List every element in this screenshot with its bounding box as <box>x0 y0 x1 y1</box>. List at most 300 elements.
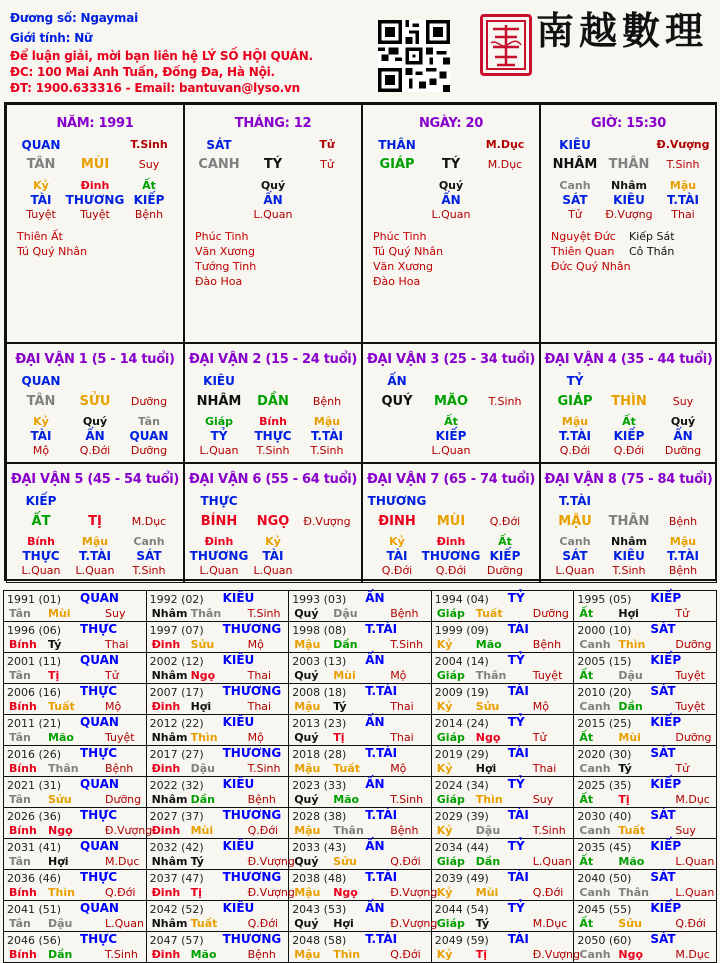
year-phase: Tử <box>532 731 547 744</box>
year-cell[interactable] <box>146 684 289 715</box>
year-stem: Nhâm <box>151 793 188 806</box>
year-cell-content <box>289 622 431 652</box>
hidden-stem: Kỷ <box>265 535 281 548</box>
hidden-stem: Ất <box>498 535 512 548</box>
hidden-star: KIẾP <box>489 549 521 563</box>
year-phase: T.Sinh <box>105 948 138 961</box>
year-cell[interactable] <box>574 808 717 839</box>
table-row <box>4 653 717 684</box>
year-stem: Mậu <box>294 824 321 837</box>
hidden-phase: L.Quan <box>75 564 115 577</box>
year-cell[interactable] <box>574 622 717 653</box>
dai-van-mid: NHÂM <box>196 394 242 409</box>
year-cell[interactable] <box>4 870 147 901</box>
year-phase: L.Quan <box>675 886 715 899</box>
hidden-phase: Q.Đới <box>381 564 413 577</box>
year-cell[interactable] <box>431 746 574 777</box>
year-cell[interactable] <box>146 777 289 808</box>
shensha-label: Phúc Tinh <box>195 230 249 243</box>
year-star: T.TÀI <box>365 746 398 760</box>
year-branch: Tuất <box>333 762 360 775</box>
year-label: 2026 (36) <box>7 810 62 823</box>
year-label: 2020 (30) <box>577 748 632 761</box>
dai-van-mid: M.Dục <box>131 515 167 528</box>
year-cell-content <box>574 591 716 621</box>
dai-van-cell <box>362 343 540 463</box>
year-phase: Q.Đới <box>247 917 279 930</box>
year-phase: Thai <box>247 669 272 682</box>
hidden-phase: L.Quan <box>21 564 61 577</box>
year-phase: Đ.Vượng <box>247 855 295 868</box>
hidden-star: ẤN <box>85 429 105 443</box>
dai-van-cell <box>362 463 540 583</box>
year-stem: Tân <box>9 855 31 868</box>
pillar-mid: TÝ <box>441 157 461 172</box>
year-cell[interactable] <box>289 777 432 808</box>
year-phase: Q.Đới <box>532 886 564 899</box>
year-stem: Quý <box>294 793 319 806</box>
year-cell[interactable] <box>574 653 717 684</box>
year-star: T.TÀI <box>365 622 398 636</box>
year-branch: Sửu <box>618 917 642 930</box>
year-branch: Dậu <box>48 917 73 930</box>
year-star: ẤN <box>365 777 385 791</box>
hidden-phase: Bệnh <box>134 208 164 221</box>
year-cell[interactable] <box>146 901 289 932</box>
year-cell-content <box>289 777 431 807</box>
yearly-table <box>3 590 717 963</box>
year-star: TÀI <box>507 870 529 884</box>
year-cell[interactable] <box>574 684 717 715</box>
pillar-top-star: M.Dục <box>485 138 525 151</box>
dai-van-mid: MÙI <box>436 514 466 529</box>
year-cell[interactable] <box>146 932 289 963</box>
year-stem: Đinh <box>151 948 181 961</box>
year-cell-content <box>147 808 289 838</box>
year-stem: Nhâm <box>151 669 188 682</box>
year-star: QUAN <box>80 901 119 915</box>
year-stem: Canh <box>579 948 611 961</box>
year-branch: Thìn <box>618 638 646 651</box>
dai-van-mid: Bệnh <box>312 395 342 408</box>
year-label: 2005 (15) <box>577 655 632 668</box>
year-stem: Tân <box>9 607 31 620</box>
year-phase: Bệnh <box>390 607 419 620</box>
year-cell[interactable] <box>146 591 289 622</box>
year-star: THƯƠNG <box>222 746 282 760</box>
year-star: TỶ <box>507 715 525 729</box>
year-cell[interactable] <box>431 622 574 653</box>
dai-van-cell <box>540 463 717 583</box>
hidden-phase: L.Quan <box>431 444 471 457</box>
year-cell[interactable] <box>431 901 574 932</box>
year-star: TỶ <box>507 591 525 605</box>
shensha-label: Tú Quý Nhân <box>17 245 88 258</box>
hidden-stem: Canh <box>559 535 591 548</box>
year-cell-content <box>432 684 574 714</box>
year-label: 2032 (42) <box>149 841 204 854</box>
phone-email[interactable]: ĐT: 1900.633316 - Email: bantuvan@lyso.vn <box>10 81 300 95</box>
year-cell[interactable] <box>4 746 147 777</box>
dai-van-mid: Đ.Vượng <box>303 515 351 528</box>
year-branch: Mùi <box>475 886 499 899</box>
year-cell[interactable] <box>431 839 574 870</box>
hidden-stem: Canh <box>559 179 591 192</box>
year-label: 2033 (43) <box>292 841 347 854</box>
dai-van-mid: GIÁP <box>557 394 593 409</box>
year-cell[interactable] <box>574 870 717 901</box>
year-stem: Giáp <box>436 669 465 682</box>
year-phase: Q.Đới <box>247 824 279 837</box>
year-cell[interactable] <box>289 653 432 684</box>
year-cell-content <box>574 777 716 807</box>
year-cell[interactable] <box>431 777 574 808</box>
year-star: TÀI <box>507 932 529 946</box>
year-phase: Bệnh <box>390 824 419 837</box>
year-stem: Bính <box>9 762 37 775</box>
year-cell[interactable] <box>574 901 717 932</box>
pillar-top-star: KIÊU <box>559 138 591 152</box>
year-cell[interactable] <box>574 932 717 963</box>
year-phase: Mộ <box>390 669 407 682</box>
year-branch: Tý <box>475 917 490 930</box>
year-branch: Tị <box>190 886 202 899</box>
year-cell[interactable] <box>289 932 432 963</box>
year-cell[interactable] <box>4 622 147 653</box>
year-star: THỰC <box>80 808 118 822</box>
year-cell-content <box>289 684 431 714</box>
year-phase: Thai <box>390 700 414 713</box>
year-star: ẤN <box>365 839 385 853</box>
year-stem: Mậu <box>294 948 321 961</box>
year-cell[interactable] <box>431 808 574 839</box>
year-label: 2017 (27) <box>149 748 204 761</box>
year-label: 2031 (41) <box>7 841 62 854</box>
year-branch: Ngọ <box>618 948 644 961</box>
year-cell[interactable] <box>289 591 432 622</box>
year-cell-content <box>432 901 574 931</box>
year-stem: Giáp <box>436 731 465 744</box>
year-star: KIÊU <box>222 653 255 667</box>
dai-van-mid: BÍNH <box>200 514 238 529</box>
table-row <box>4 777 717 808</box>
year-cell-content <box>147 591 289 621</box>
year-star: KIẾP <box>650 901 682 915</box>
year-cell[interactable] <box>431 870 574 901</box>
year-branch: Tị <box>618 793 630 806</box>
hidden-stem: Kỷ <box>33 179 49 192</box>
year-stem: Canh <box>579 824 611 837</box>
hidden-star: THỰC <box>22 549 60 563</box>
pillar-top-star: THÂN <box>378 138 416 152</box>
year-phase: T.Sinh <box>532 824 566 837</box>
year-branch: Sửu <box>333 855 357 868</box>
year-stem: Canh <box>579 638 611 651</box>
pillar-title: NGÀY: 20 <box>418 116 484 131</box>
year-cell[interactable] <box>4 684 147 715</box>
year-branch: Dậu <box>190 762 215 775</box>
year-star: KIÊU <box>222 591 255 605</box>
year-cell-content <box>147 622 289 652</box>
year-phase: Mộ <box>390 762 407 775</box>
hidden-star: THƯƠNG <box>65 193 125 207</box>
year-cell[interactable] <box>289 622 432 653</box>
year-phase: Mộ <box>247 731 264 744</box>
year-star: QUAN <box>80 591 119 605</box>
dai-van-mid: Dưỡng <box>130 395 168 408</box>
pillar-cell <box>362 104 540 343</box>
year-cell-content <box>574 715 716 745</box>
hidden-phase: Q.Đới <box>559 444 591 457</box>
hidden-star: T.TÀI <box>311 429 343 443</box>
year-phase: T.Sinh <box>247 607 281 620</box>
year-phase: Đ.Vượng <box>390 917 438 930</box>
hidden-phase: Q.Đới <box>613 444 645 457</box>
dai-van-mid: DẦN <box>257 394 289 409</box>
table-row <box>4 715 717 746</box>
year-cell[interactable] <box>146 653 289 684</box>
year-branch: Mão <box>190 948 217 961</box>
year-cell-content <box>289 591 431 621</box>
hidden-phase: Q.Đới <box>435 564 467 577</box>
year-cell-content <box>574 684 716 714</box>
year-phase: Q.Đới <box>675 917 706 930</box>
year-cell-content <box>4 622 146 652</box>
year-cell[interactable] <box>289 808 432 839</box>
year-branch: Thân <box>48 762 79 775</box>
year-cell[interactable] <box>574 839 717 870</box>
year-stem: Mậu <box>294 638 321 651</box>
year-cell[interactable] <box>4 901 147 932</box>
year-stem: Giáp <box>436 793 465 806</box>
year-cell[interactable] <box>4 715 147 746</box>
year-star: QUAN <box>80 653 119 667</box>
year-label: 2049 (59) <box>434 934 489 947</box>
dai-van-mid: MÃO <box>433 394 469 409</box>
pillar-top-star: Tử <box>319 138 335 151</box>
year-cell[interactable] <box>289 715 432 746</box>
year-cell[interactable] <box>4 839 147 870</box>
hidden-star: QUAN <box>129 429 169 443</box>
year-phase: M.Dục <box>675 948 710 961</box>
pillar-mid: T.Sinh <box>666 158 700 171</box>
year-branch: Sửu <box>475 700 500 713</box>
year-stem: Quý <box>294 669 319 682</box>
year-stem: Canh <box>579 886 611 899</box>
hidden-stem: Ất <box>622 415 636 428</box>
year-label: 2007 (17) <box>149 686 204 699</box>
year-cell[interactable] <box>289 746 432 777</box>
year-phase: Suy <box>675 824 696 837</box>
year-label: 2034 (44) <box>434 841 489 854</box>
dai-van-top-star: KIẾP <box>25 494 57 508</box>
year-star: ẤN <box>365 715 385 729</box>
year-cell-content <box>432 746 574 776</box>
year-cell[interactable] <box>146 839 295 870</box>
year-star: THƯƠNG <box>222 808 282 822</box>
year-branch: Tị <box>48 669 60 682</box>
year-phase: Mộ <box>105 700 122 713</box>
hidden-stem: Nhâm <box>611 535 647 548</box>
year-cell[interactable] <box>431 591 574 622</box>
year-cell[interactable] <box>4 777 147 808</box>
year-cell[interactable] <box>431 932 580 963</box>
year-cell[interactable] <box>146 870 295 901</box>
year-label: 2022 (32) <box>149 779 204 792</box>
hidden-stem: Ất <box>444 415 458 428</box>
year-cell[interactable] <box>289 839 432 870</box>
year-star: TỶ <box>507 777 525 791</box>
hidden-star: ẤN <box>263 193 283 207</box>
pillar-mid: THÂN <box>608 157 650 172</box>
year-label: 2015 (25) <box>577 717 632 730</box>
pillar-cell <box>184 104 362 343</box>
year-cell[interactable] <box>431 684 574 715</box>
dai-van-top-star: QUAN <box>21 374 61 388</box>
year-cell[interactable] <box>574 777 717 808</box>
shensha-label: Cô Thần <box>629 245 675 258</box>
year-stem: Kỷ <box>436 638 453 651</box>
dai-van-top-star: THƯƠNG <box>367 494 427 508</box>
year-cell[interactable] <box>146 622 289 653</box>
year-cell-content <box>4 901 146 931</box>
year-stem: Kỷ <box>436 700 453 713</box>
year-cell[interactable] <box>574 715 717 746</box>
year-cell-content <box>147 870 295 900</box>
year-cell[interactable] <box>289 870 438 901</box>
year-label: 1995 (05) <box>577 593 632 606</box>
table-row <box>4 684 717 715</box>
year-cell-content <box>4 715 146 745</box>
dai-van-mid: THÌN <box>611 394 647 409</box>
year-label: 2018 (28) <box>292 748 347 761</box>
year-cell[interactable] <box>574 591 717 622</box>
year-stem: Kỷ <box>436 948 453 961</box>
year-cell[interactable] <box>289 901 438 932</box>
hidden-stem: Tân <box>138 415 160 428</box>
year-branch: Tuất <box>48 700 75 713</box>
year-label: 2045 (55) <box>577 903 632 916</box>
shensha-label: Kiếp Sát <box>629 230 675 243</box>
year-label: 2046 (56) <box>7 934 62 947</box>
year-star: ẤN <box>365 653 385 667</box>
year-cell[interactable] <box>431 653 574 684</box>
hidden-phase: T.Sinh <box>612 564 646 577</box>
year-phase: Tử <box>675 762 690 775</box>
year-cell-content <box>147 715 289 745</box>
year-cell[interactable] <box>431 715 574 746</box>
year-branch: Mùi <box>48 607 71 620</box>
year-stem: Bính <box>9 638 37 651</box>
year-branch: Hợi <box>475 762 497 775</box>
year-phase: Suy <box>532 793 554 806</box>
year-stem: Mậu <box>294 700 321 713</box>
hidden-star: ẤN <box>441 193 461 207</box>
year-star: THƯƠNG <box>222 684 282 698</box>
year-branch: Mão <box>618 855 645 868</box>
pillar-top-star: Đ.Vượng <box>656 138 710 151</box>
year-branch: Dậu <box>618 669 643 682</box>
pillar-mid: GIÁP <box>379 157 415 172</box>
year-phase: Đ.Vượng <box>105 824 153 837</box>
year-phase: L.Quan <box>532 855 572 868</box>
year-star: SÁT <box>650 932 676 946</box>
year-cell-content <box>574 808 716 838</box>
year-cell[interactable] <box>4 653 147 684</box>
year-cell-content <box>432 932 580 962</box>
year-stem: Tân <box>9 793 31 806</box>
hidden-phase: Q.Đới <box>79 444 111 457</box>
year-label: 2042 (52) <box>149 903 204 916</box>
pillar-mid: TÝ <box>263 157 283 172</box>
year-label: 2043 (53) <box>292 903 347 916</box>
year-cell[interactable] <box>289 684 432 715</box>
pillar-top-star: T.Sinh <box>130 138 168 151</box>
year-cell[interactable] <box>146 808 289 839</box>
year-cell-content <box>289 839 431 869</box>
year-label: 2004 (14) <box>434 655 489 668</box>
year-stem: Đinh <box>151 762 181 775</box>
dai-van-cell <box>184 343 362 463</box>
year-cell-content <box>4 839 146 869</box>
shensha-label: Nguyệt Đức <box>551 230 616 243</box>
hidden-phase: T.Sinh <box>256 444 290 457</box>
year-star: SÁT <box>650 746 676 760</box>
year-cell-content <box>147 746 289 776</box>
year-star: TỶ <box>507 653 525 667</box>
hidden-stem: Quý <box>438 179 464 192</box>
year-phase: Đ.Vượng <box>247 886 295 899</box>
hidden-star: TÀI <box>30 429 52 443</box>
year-star: KIÊU <box>222 901 255 915</box>
year-branch: Tuất <box>475 607 503 620</box>
year-label: 2036 (46) <box>7 872 62 885</box>
year-label: 2048 (58) <box>292 934 347 947</box>
pillar-top-star: SÁT <box>206 138 232 152</box>
year-cell-content <box>574 653 716 683</box>
hidden-phase: L.Quan <box>431 208 471 221</box>
year-branch: Hợi <box>190 700 212 713</box>
year-cell[interactable] <box>4 932 147 963</box>
year-cell[interactable] <box>574 746 717 777</box>
year-branch: Tuất <box>618 824 646 837</box>
year-label: 2011 (21) <box>7 717 62 730</box>
year-star: THỰC <box>80 932 118 946</box>
hidden-star: T.TÀI <box>79 549 111 563</box>
dai-van-title: ĐẠI VẬN 6 (55 - 64 tuổi) <box>188 472 358 487</box>
hidden-phase: L.Quan <box>555 564 595 577</box>
year-star: SÁT <box>650 870 676 884</box>
year-cell-content <box>432 839 574 869</box>
hidden-phase: Tuyệt <box>26 208 56 221</box>
hidden-stem: Mậu <box>669 535 697 548</box>
year-cell-content <box>4 870 146 900</box>
year-cell[interactable] <box>4 808 153 839</box>
year-branch: Dần <box>48 948 73 961</box>
year-cell-content <box>147 684 289 714</box>
shensha-label: Phúc Tinh <box>373 230 427 243</box>
year-phase: Tử <box>105 669 119 682</box>
year-stem: Nhâm <box>151 917 188 930</box>
table-row <box>4 870 717 901</box>
year-cell[interactable] <box>4 591 147 622</box>
pillar-mid: CANH <box>198 157 240 172</box>
year-cell[interactable] <box>146 746 289 777</box>
qr-code-icon[interactable] <box>378 20 450 92</box>
dai-van-title: ĐẠI VẬN 3 (25 - 34 tuổi) <box>366 352 536 367</box>
year-label: 2044 (54) <box>434 903 489 916</box>
year-cell[interactable] <box>146 715 289 746</box>
